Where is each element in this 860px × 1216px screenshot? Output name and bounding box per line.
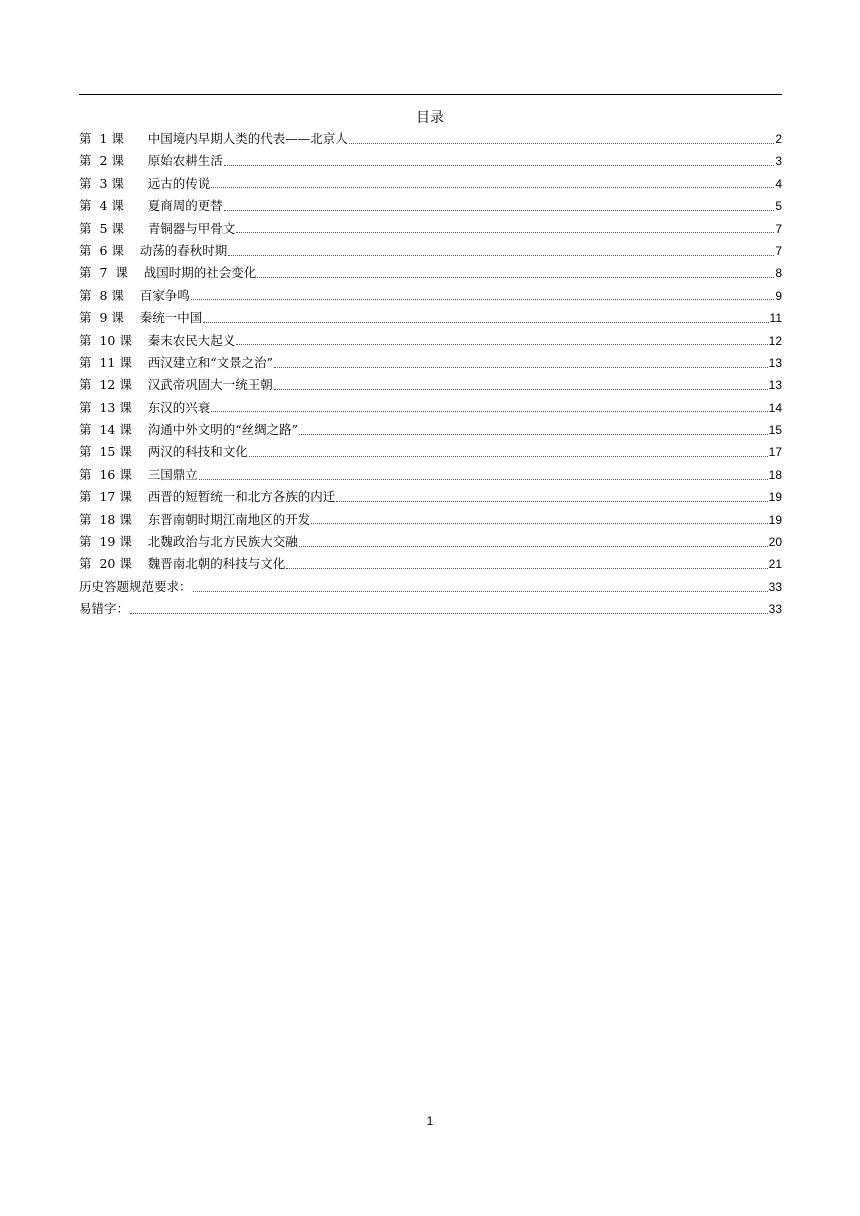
toc-entry[interactable] [79, 374, 782, 396]
toc-entry[interactable] [79, 218, 782, 240]
toc-dot-leader [211, 187, 774, 188]
toc-entry-page[interactable]: 21 [768, 557, 782, 572]
toc-title: 目录 [416, 110, 444, 126]
toc-entry-label[interactable]: 第 17 课 西晋的短暂统一和北方各族的内迁 [79, 489, 336, 505]
toc-entry-label[interactable]: 第 18 课 东晋南朝时期江南地区的开发 [79, 511, 311, 527]
toc-entry[interactable] [79, 397, 782, 419]
toc-entry-page[interactable]: 15 [768, 423, 782, 438]
toc-dot-leader [236, 344, 767, 345]
toc-entry-page[interactable]: 3 [775, 154, 782, 169]
toc-entry-label[interactable]: 第 7 课 战国时期的社会变化 [79, 265, 257, 281]
toc-dot-leader [274, 389, 768, 390]
toc-entry-page[interactable]: 7 [775, 243, 782, 258]
toc-dot-leader [228, 255, 774, 256]
toc-entry-label[interactable]: 第 11 课 西汉建立和“文景之治” [79, 354, 274, 370]
table-of-contents [79, 128, 782, 621]
toc-entry[interactable] [79, 307, 782, 329]
toc-dot-leader [199, 479, 768, 480]
toc-dot-leader [349, 143, 775, 144]
toc-entry-label[interactable]: 第 4 课 夏商周的更替 [79, 198, 223, 214]
toc-entry[interactable] [79, 419, 782, 441]
toc-entry-page[interactable]: 19 [768, 512, 782, 527]
toc-entry-label[interactable]: 第 10 课 秦末农民大起义 [79, 332, 236, 348]
toc-entry[interactable] [79, 598, 782, 620]
toc-dot-leader [274, 367, 768, 368]
toc-entry-label[interactable]: 第 16 课 三国鼎立 [79, 466, 198, 482]
toc-dot-leader [311, 523, 767, 524]
toc-entry-label[interactable]: 历史答题规范要求： [79, 578, 192, 594]
toc-dot-leader [249, 456, 768, 457]
toc-dot-leader [191, 299, 775, 300]
toc-dot-leader [286, 568, 767, 569]
toc-dot-leader [299, 546, 768, 547]
toc-entry-page[interactable]: 13 [768, 355, 782, 370]
toc-entry-page[interactable]: 9 [775, 288, 782, 303]
toc-dot-leader [299, 434, 768, 435]
toc-dot-leader [193, 591, 768, 592]
toc-entry-page[interactable]: 18 [768, 467, 782, 482]
toc-entry-label[interactable]: 第 15 课 两汉的科技和文化 [79, 444, 248, 460]
toc-entry-label[interactable]: 第 5 课 青铜器与甲骨文 [79, 220, 236, 236]
toc-entry-page[interactable]: 5 [775, 199, 782, 214]
toc-entry[interactable] [79, 576, 782, 598]
toc-entry[interactable] [79, 262, 782, 284]
toc-entry-label[interactable]: 第 20 课 魏晋南北朝的科技与文化 [79, 556, 286, 572]
toc-entry-page[interactable]: 17 [768, 445, 782, 460]
toc-entry[interactable] [79, 195, 782, 217]
toc-entry[interactable] [79, 150, 782, 172]
toc-entry-label[interactable]: 第 3 课 远古的传说 [79, 175, 211, 191]
toc-entry-label[interactable]: 第 2 课 原始农耕生活 [79, 153, 223, 169]
toc-entry[interactable] [79, 128, 782, 150]
toc-entry-label[interactable]: 第 8 课 百家争鸣 [79, 287, 190, 303]
toc-entry-label[interactable]: 第 12 课 汉武帝巩固大一统王朝 [79, 377, 273, 393]
toc-entry-label[interactable]: 易错字： [79, 601, 130, 617]
toc-entry-page[interactable]: 14 [768, 400, 782, 415]
toc-entry-page[interactable]: 13 [768, 378, 782, 393]
toc-entry[interactable] [79, 553, 782, 575]
toc-entry-page[interactable]: 8 [775, 266, 782, 281]
toc-entry[interactable] [79, 330, 782, 352]
toc-entry-page[interactable]: 33 [768, 579, 782, 594]
toc-entry-page[interactable]: 11 [769, 311, 782, 326]
toc-entry-page[interactable]: 4 [775, 176, 782, 191]
toc-entry[interactable] [79, 240, 782, 262]
toc-entry-page[interactable]: 12 [768, 333, 782, 348]
toc-dot-leader [224, 210, 775, 211]
toc-entry[interactable] [79, 531, 782, 553]
toc-entry-page[interactable]: 2 [775, 132, 782, 146]
toc-entry-label[interactable]: 第 1 课 中国境内早期人类的代表——北京人 [79, 131, 348, 146]
toc-dot-leader [130, 613, 768, 614]
toc-entry[interactable] [79, 509, 782, 531]
toc-entry[interactable] [79, 486, 782, 508]
toc-dot-leader [336, 501, 767, 502]
toc-entry-label[interactable]: 第 13 课 东汉的兴衰 [79, 399, 211, 415]
toc-entry[interactable] [79, 441, 782, 463]
toc-entry-label[interactable]: 第 6 课 动荡的春秋时期 [79, 242, 228, 258]
toc-dot-leader [224, 165, 775, 166]
toc-dot-leader [236, 232, 774, 233]
toc-entry-page[interactable]: 7 [775, 221, 782, 236]
toc-entry-page[interactable]: 33 [768, 602, 782, 617]
toc-entry[interactable] [79, 464, 782, 486]
toc-entry[interactable] [79, 352, 782, 374]
toc-entry-page[interactable]: 20 [768, 535, 782, 550]
toc-dot-leader [211, 411, 767, 412]
header-rule [79, 94, 782, 95]
toc-dot-leader [257, 277, 774, 278]
toc-entry-label[interactable]: 第 19 课 北魏政治与北方民族大交融 [79, 534, 298, 550]
toc-dot-leader [203, 322, 768, 323]
toc-entry[interactable] [79, 285, 782, 307]
toc-entry-page[interactable]: 19 [768, 490, 782, 505]
toc-entry[interactable] [79, 173, 782, 195]
toc-entry-label[interactable]: 第 14 课 沟通中外文明的“丝绸之路” [79, 422, 299, 438]
page-number: 1 [426, 1114, 434, 1128]
toc-entry-label[interactable]: 第 9 课 秦统一中国 [79, 310, 203, 326]
